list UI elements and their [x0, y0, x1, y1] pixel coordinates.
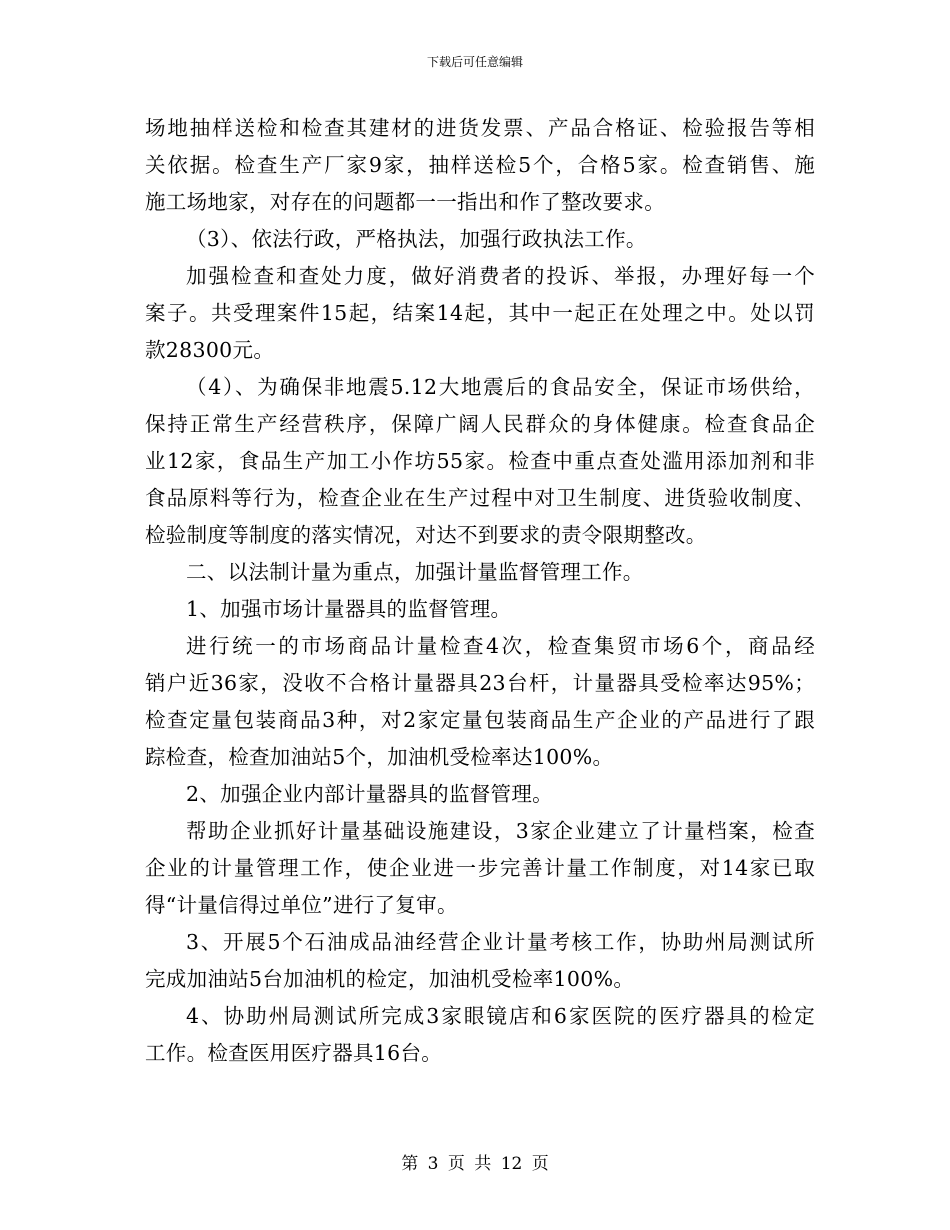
subsection-heading: 2、加强企业内部计量器具的监督管理。	[186, 782, 553, 806]
text-line: 保持正常生产经营秩序，保障广阔人民群众的身体健康。检查食品企	[145, 412, 815, 436]
section-heading: （4）、为确保非地震5.12大地震后的食品安全，保证市场供给，	[186, 375, 815, 399]
text-line: 施工场地家，对存在的问题都一一指出和作了整改要求。	[145, 190, 665, 214]
text-line: 加强检查和查处力度，做好消费者的投诉、举报，办理好每一个	[186, 264, 815, 288]
text-line: 案子。共受理案件15起，结案14起，其中一起正在处理之中。处以罚	[145, 301, 815, 325]
text-line: 3、开展5个石油成品油经营企业计量考核工作，协助州局测试所	[186, 930, 815, 954]
text-line: 食品原料等行为，检查企业在生产过程中对卫生制度、进货验收制度、	[145, 486, 815, 510]
section-heading: （3）、依法行政，严格执法，加强行政执法工作。	[186, 227, 647, 251]
text-line: 工作。检查医用医疗器具16台。	[145, 1041, 443, 1065]
text-line: 企业的计量管理工作，使企业进一步完善计量工作制度，对14家已取	[145, 856, 815, 880]
text-line: 款28300元。	[145, 338, 275, 362]
text-line: 进行统一的市场商品计量检查4次，检查集贸市场6个，商品经	[186, 634, 815, 658]
text-line: 业12家，食品生产加工小作坊55家。检查中重点查处滥用添加剂和非	[145, 449, 815, 473]
text-line: 踪检查，检查加油站5个，加油机受检率达100%。	[145, 745, 614, 769]
page-number: 第 3 页 共 12 页	[401, 1154, 549, 1174]
text-line: 检查定量包装商品3种，对2家定量包装商品生产企业的产品进行了跟	[145, 708, 815, 732]
text-line: 销户近36家，没收不合格计量器具23台杆，计量器具受检率达95%；	[145, 671, 815, 695]
section-heading: 二、以法制计量为重点，加强计量监督管理工作。	[186, 560, 644, 584]
page-header: 下载后可任意编辑	[426, 55, 523, 69]
text-line: 关依据。检查生产厂家9家，抽样送检5个，合格5家。检查销售、施	[145, 153, 815, 177]
subsection-heading: 1、加强市场计量器具的监督管理。	[186, 597, 512, 621]
document-body	[145, 110, 815, 1072]
text-line: 得“计量信得过单位”进行了复审。	[145, 893, 458, 917]
text-line: 4、协助州局测试所完成3家眼镜店和6家医院的医疗器具的检定	[186, 1004, 815, 1028]
text-line: 检验制度等制度的落实情况，对达不到要求的责令限期整改。	[145, 523, 707, 547]
text-line: 完成加油站5台加油机的检定，加油机受检率100%。	[145, 967, 635, 991]
text-line: 场地抽样送检和检查其建材的进货发票、产品合格证、检验报告等相	[145, 116, 815, 140]
text-line: 帮助企业抓好计量基础设施建设，3家企业建立了计量档案，检查	[186, 819, 815, 843]
